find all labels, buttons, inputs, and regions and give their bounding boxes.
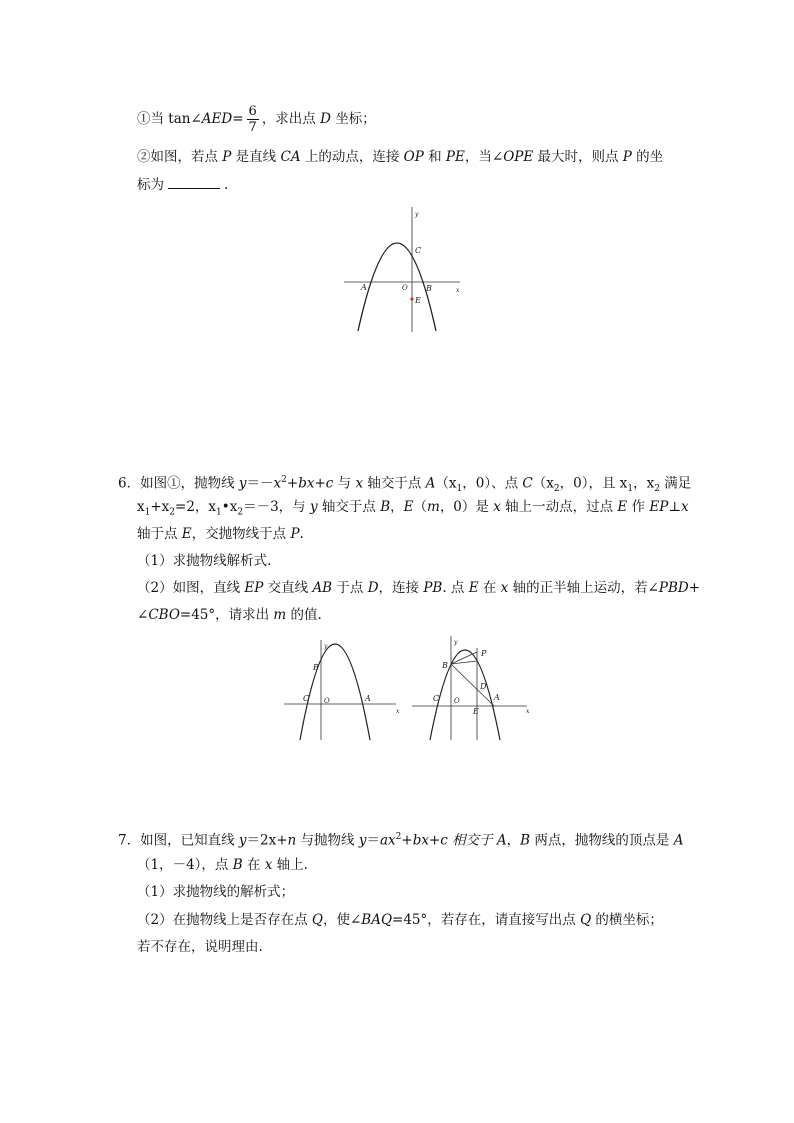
q7-sub2-line2: 若不存在，说明理由. xyxy=(137,939,263,955)
fig2-label-y: y xyxy=(454,639,458,646)
label-a: A xyxy=(361,283,367,292)
fig2-label-c: C xyxy=(433,694,440,703)
q7-sub1: （1）求抛物线的解析式； xyxy=(137,884,295,900)
q6-line2: $x_1+x_2=2$，$x_1•x_2=-3$，与 y 轴交于点 B，E（m，0）是 x 轴上一动点，过点 E 作 EP⊥x xyxy=(137,499,689,518)
q6-sub2-line2: ∠CBO=45°，请求出 m 的值. xyxy=(137,607,322,623)
fig2-label-p: P xyxy=(481,649,487,658)
fig2-label-o: O xyxy=(454,697,460,705)
fig1-label-o: O xyxy=(324,697,330,705)
fraction-6-7: $\frac{6}{7}$ xyxy=(248,104,257,135)
fig2-label-x: x xyxy=(526,708,530,715)
fig1-label-x: x xyxy=(396,708,400,715)
fig2-label-e: E xyxy=(473,707,479,716)
q6-line3: 轴于点 E，交抛物线于点 P. xyxy=(137,526,304,542)
label-o: O xyxy=(402,284,408,292)
fig2-parabola xyxy=(430,650,500,740)
label-y: y xyxy=(415,211,419,218)
fig1-parabola xyxy=(300,644,370,740)
q7-sub2-line1: （2）在抛物线上是否存在点 Q，使∠BAQ=45°，若存在，请直接写出点 Q 的横坐标； xyxy=(137,912,663,928)
fig1-label-a: A xyxy=(365,694,371,703)
q5-part2-line1: ②如图，若点 P 是直线 CA 上的动点，连接 OP 和 PE，当∠OPE 最大时，则点 P 的坐 xyxy=(137,149,664,165)
q7-line1: 7．如图，已知直线 y＝2x+n 与抛物线 $y=ax^2+bx+c$ 相交于 A，B 两点，抛物线的顶点是 A xyxy=(118,832,684,849)
fig2-label-d: D xyxy=(480,682,487,691)
fig1-label-b: B xyxy=(313,663,319,672)
label-c: C xyxy=(415,246,422,255)
label-b: B xyxy=(426,284,432,293)
q5-part2-line2: 标为 . xyxy=(137,177,229,193)
fig2-label-b: B xyxy=(442,661,448,670)
q5-part1-line: ①当 tan∠AED= $\frac{6}{7}$ ，求出点 D 坐标； xyxy=(137,104,376,135)
fig1-label-c: C xyxy=(303,694,310,703)
q6-sub1: （1）求抛物线解析式. xyxy=(137,553,272,569)
q6-sub2-line1: （2）如图，直线 EP 交直线 AB 于点 D，连接 PB. 点 E 在 x 轴的正半轴上运动，若∠PBD+ xyxy=(137,580,701,596)
q6-line1: 6．如图①，抛物线 $y=-x^2+bx+c$ 与 x 轴交于点 $A(x_1$，0）、点 $C(x_2$，0），且 $x_1$，$x_2$ 满足 xyxy=(118,475,692,495)
q7-line2: （1，－4），点 B 在 x 轴上. xyxy=(137,857,308,873)
fig1-label-y: y xyxy=(324,643,328,650)
fig2-label-a: A xyxy=(494,693,500,702)
label-x: x xyxy=(456,287,460,294)
label-e: E xyxy=(415,296,421,305)
